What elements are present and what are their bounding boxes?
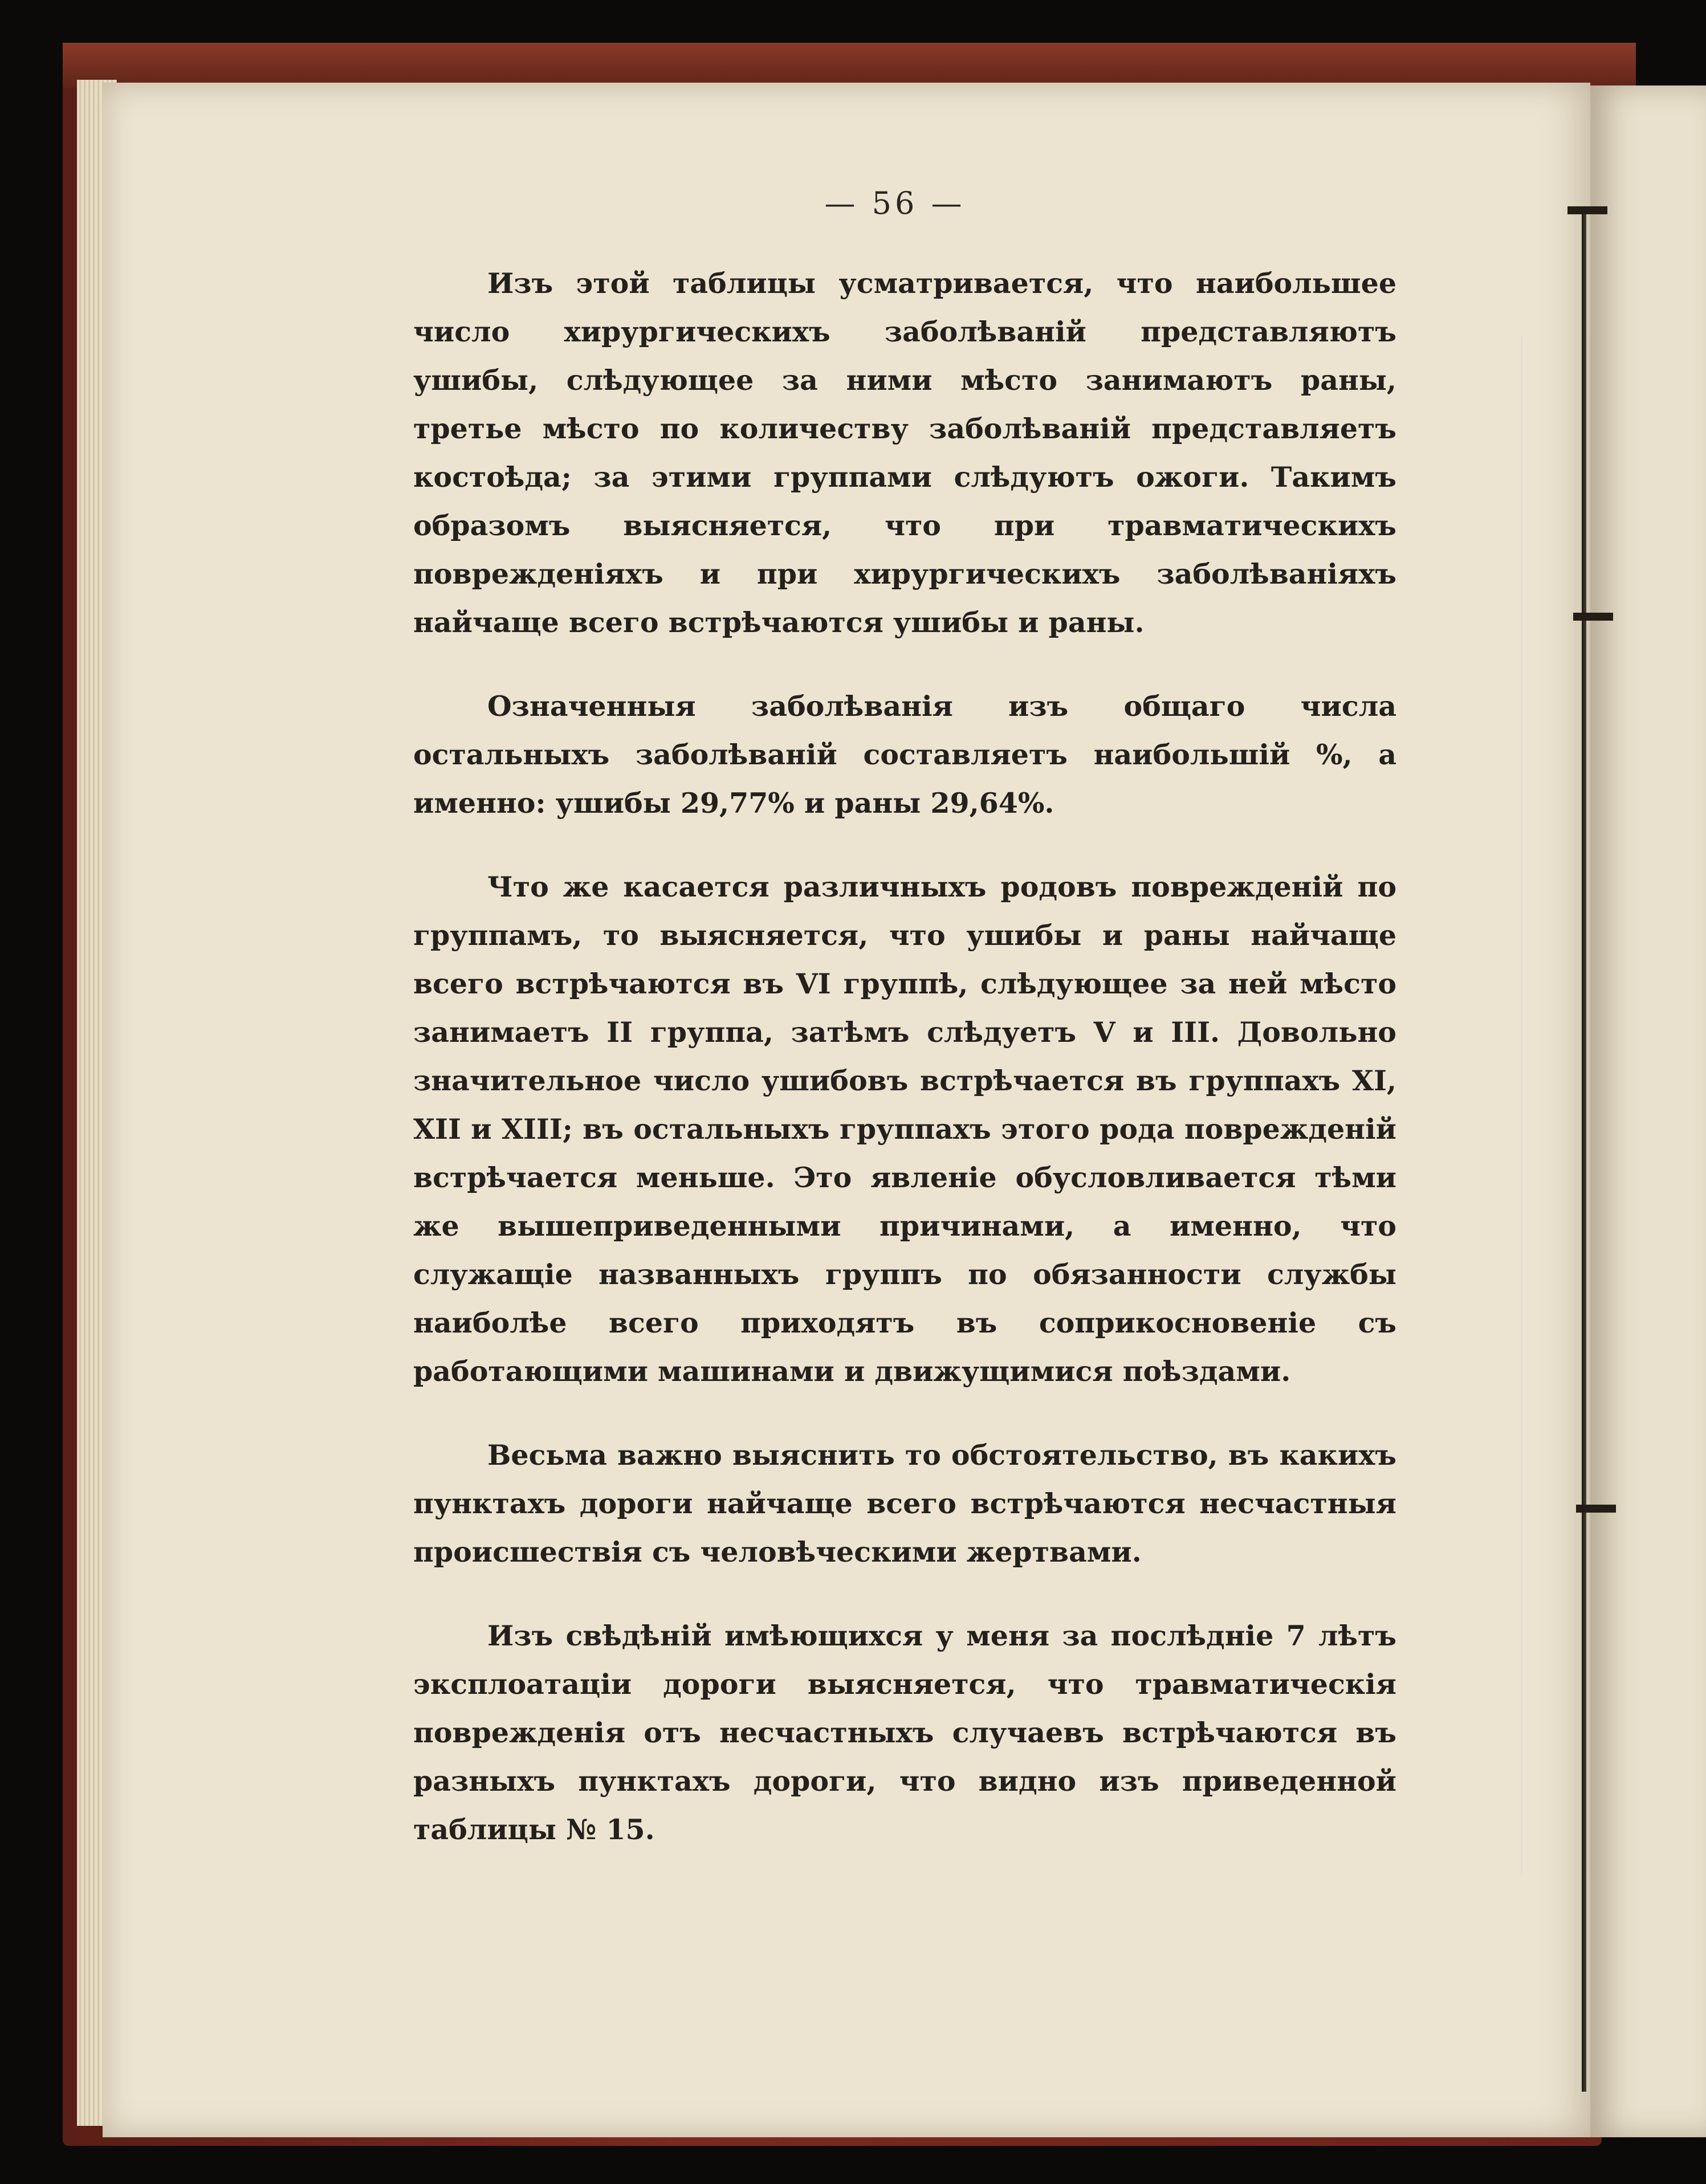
facing-page: [1590, 85, 1706, 2137]
gutter-shadow: [1582, 211, 1586, 2092]
paragraph: Весьма важно выяснить то обстоятельство, въ какихъ пунктахъ дороги найчаще всего встрѣчаются несчастныя происшествія съ человѣческими жертвами.: [413, 1439, 1396, 1568]
binding-clip: [1567, 206, 1607, 214]
binding-clip: [1576, 1505, 1616, 1513]
page-number: — 56 —: [824, 185, 966, 221]
book-top-edge: [63, 43, 1636, 88]
table-bleed-through: [1453, 336, 1590, 1875]
paragraph: Изъ свѣдѣній имѣющихся у меня за послѣдніе 7 лѣтъ эксплоатаціи дороги выясняется, что травматическія поврежденія отъ несчастныхъ случаевъ встрѣчаются въ разныхъ пунктахъ дороги, что видно изъ приведенной таблицы № 15.: [413, 1619, 1396, 1846]
paragraph: Изъ этой таблицы усматривается, что наибольшее число хирургическихъ заболѣваній представляютъ ушибы, слѣдующее за ними мѣсто занимаютъ раны, третье мѣсто по количеству заболѣваній представляетъ костоѣда; за этими группами слѣдуютъ ожоги. Такимъ образомъ выясняется, что при травматическихъ поврежденіяхъ и при хирургическихъ заболѣваніяхъ найчаще всего встрѣчаются ушибы и раны.: [413, 267, 1396, 639]
paragraph: Означенныя заболѣванія изъ общаго числа остальныхъ заболѣваній составляетъ наибольшій %, а именно: ушибы 29,77% и раны 29,64%.: [413, 690, 1396, 820]
body-text: [413, 259, 1396, 1889]
paragraph: Что же касается различныхъ родовъ поврежденій по группамъ, то выясняется, что ушибы и раны найчаще всего встрѣчаются въ VI группѣ, слѣдующее за ней мѣсто занимаетъ II группа, затѣмъ слѣдуетъ V и III. Довольно значительное число ушибовъ встрѣчается въ группахъ XI, XII и XIII; въ остальныхъ группахъ этого рода поврежденій встрѣчается меньше. Это явленіе обусловливается тѣми же вышеприведенными причинами, а именно, что служащіе названныхъ группъ по обязанности службы наиболѣе всего приходятъ въ соприкосновеніе съ работающими машинами и движущимися поѣздами.: [413, 870, 1396, 1388]
binding-clip: [1573, 613, 1613, 621]
